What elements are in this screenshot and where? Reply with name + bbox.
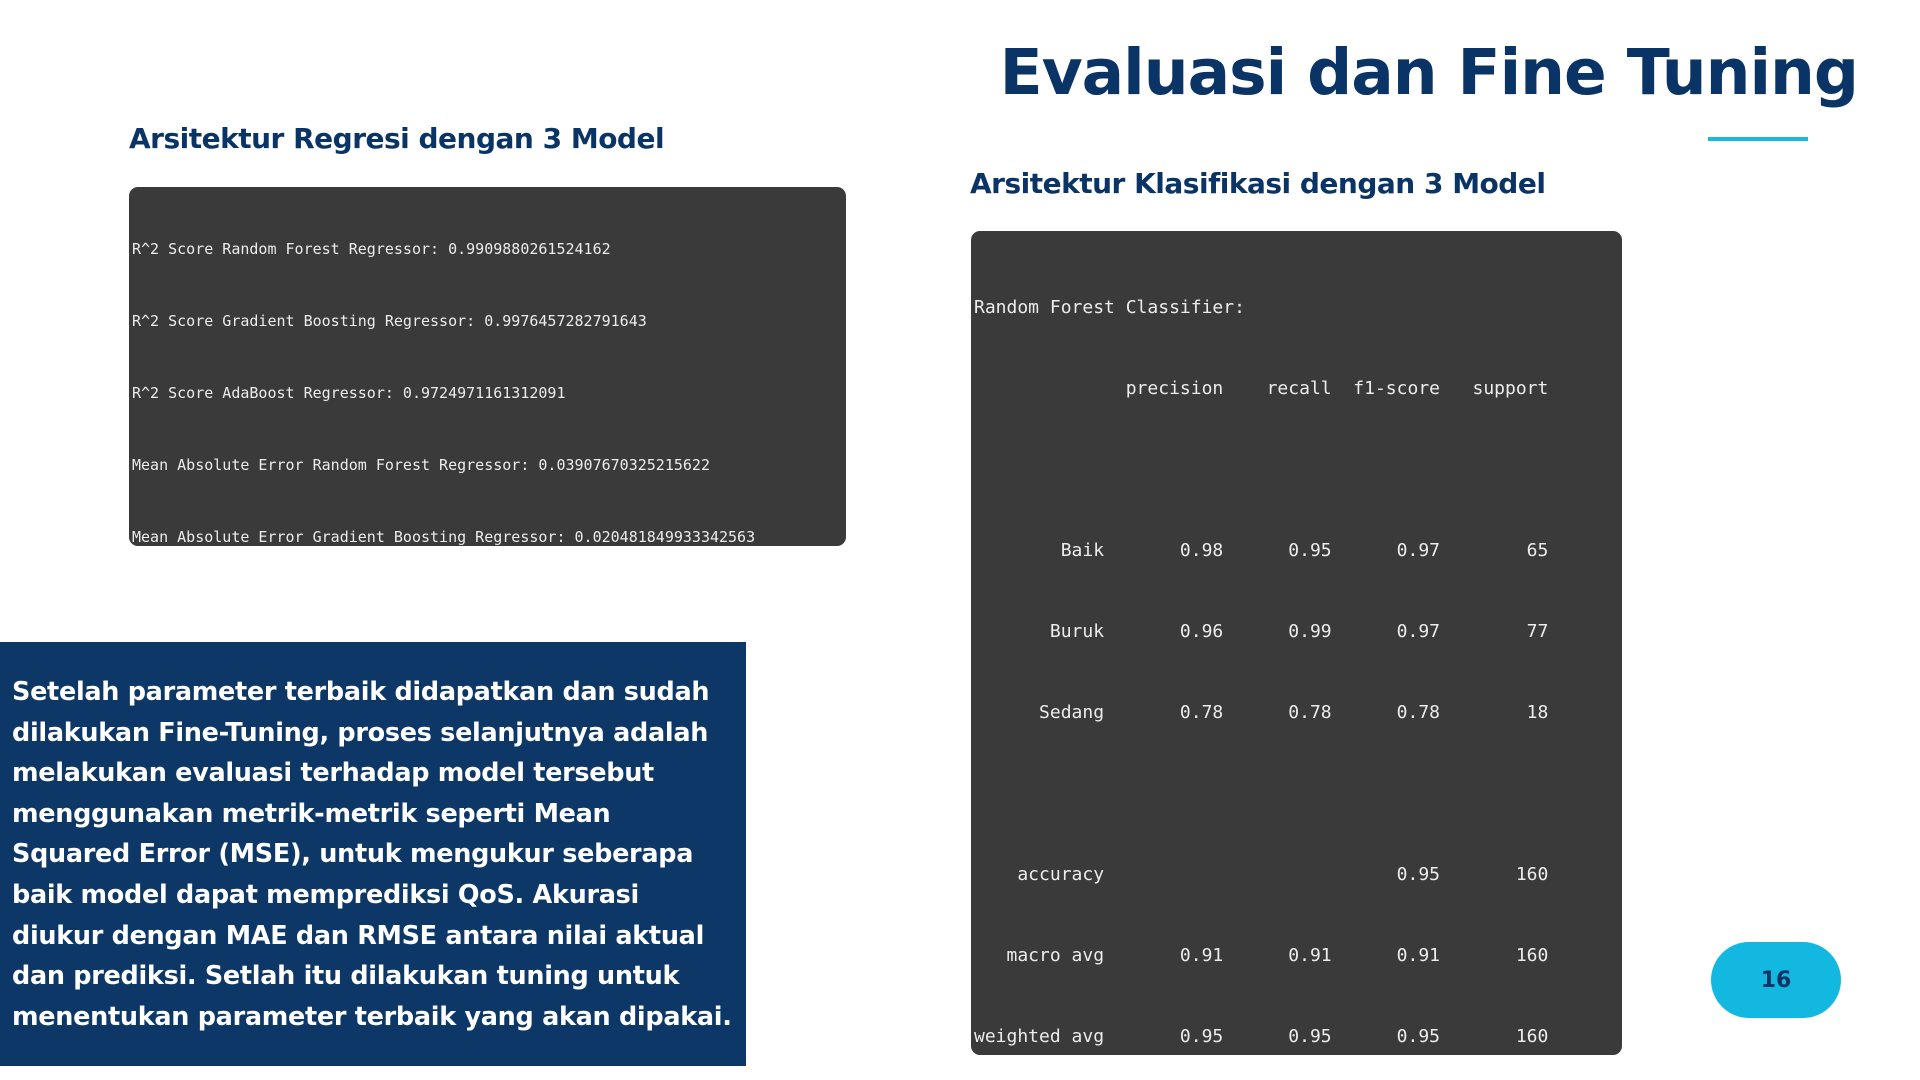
page-number-badge bbox=[1711, 942, 1841, 1018]
summary-box bbox=[0, 642, 746, 1066]
slide-title: Evaluasi dan Fine Tuning bbox=[999, 36, 1858, 109]
klasifikasi-output-line: weighted avg 0.95 0.95 0.95 160 bbox=[974, 1026, 1549, 1047]
klasifikasi-output-line: Buruk 0.96 0.99 0.97 77 bbox=[974, 621, 1549, 642]
klasifikasi-heading: Arsitektur Klasifikasi dengan 3 Model bbox=[970, 167, 1546, 200]
klasifikasi-output-line: macro avg 0.91 0.91 0.91 160 bbox=[974, 945, 1549, 966]
klasifikasi-output-line: Random Forest Classifier: bbox=[974, 297, 1245, 318]
regresi-output-line: R^2 Score Random Forest Regressor: 0.9909880261524162 bbox=[132, 240, 611, 258]
summary-text: Setelah parameter terbaik didapatkan dan sudah dilakukan Fine-Tuning, proses selanjutnya adalah melakukan evaluasi terhadap model tersebut menggunakan metrik-metrik seperti Mean Squared Error (MSE), untuk mengukur seberapa baik model dapat memprediksi QoS. Akurasi diukur dengan MAE dan RMSE antara nilai aktual dan prediksi. Setlah itu dilakukan tuning untuk menentukan parameter terbaik yang akan dipakai. bbox=[12, 677, 732, 1032]
regresi-output-line: R^2 Score AdaBoost Regressor: 0.9724971161312091 bbox=[132, 384, 566, 402]
regresi-output-line: Mean Absolute Error Gradient Boosting Regressor: 0.020481849933342563 bbox=[132, 528, 756, 546]
klasifikasi-output-line: Sedang 0.78 0.78 0.78 18 bbox=[974, 702, 1549, 723]
regresi-output-line: Mean Absolute Error Random Forest Regressor: 0.03907670325215622 bbox=[132, 456, 710, 474]
klasifikasi-output-line: Baik 0.98 0.95 0.97 65 bbox=[974, 540, 1549, 561]
title-underline bbox=[1708, 137, 1808, 141]
page-number: 16 bbox=[1760, 967, 1792, 993]
klasifikasi-output-line bbox=[974, 456, 1619, 483]
regresi-output-line: R^2 Score Gradient Boosting Regressor: 0.9976457282791643 bbox=[132, 312, 647, 330]
regresi-heading: Arsitektur Regresi dengan 3 Model bbox=[129, 122, 665, 155]
klasifikasi-output-line: precision recall f1-score support bbox=[974, 378, 1549, 399]
klasifikasi-output-panel bbox=[971, 231, 1622, 1055]
regresi-output-panel bbox=[129, 187, 846, 546]
klasifikasi-output-line bbox=[974, 780, 1619, 807]
klasifikasi-output-line: accuracy 0.95 160 bbox=[974, 864, 1549, 885]
